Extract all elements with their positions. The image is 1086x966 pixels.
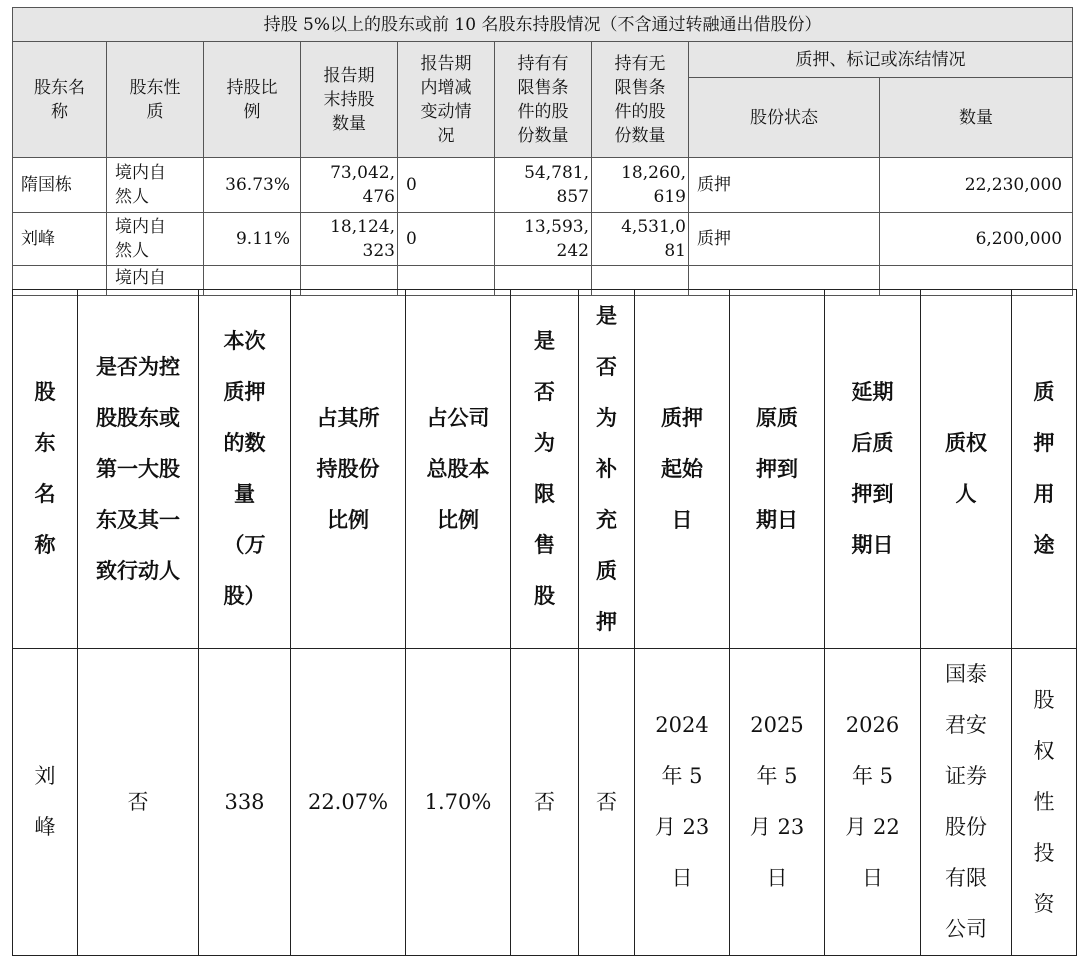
cell-pledge-start-date: 2024 年 5 月 23 日 <box>635 649 730 956</box>
cell-pct-total-capital: 1.70% <box>406 649 511 956</box>
cell-restricted-shares: 否 <box>511 649 579 956</box>
header-pledge-start-date: 质押 起始 日 <box>635 290 730 649</box>
cell-controlling-shareholder: 否 <box>78 649 199 956</box>
cell-shares: 73,042, 476 <box>301 158 398 213</box>
cell-name: 刘峰 <box>13 213 107 266</box>
cell-nature-partial: 境内自 <box>107 266 204 296</box>
header-unrestricted: 持有无 限售条 件的股 份数量 <box>592 42 689 158</box>
cell-unrestricted: 4,531,0 81 <box>592 213 689 266</box>
table-row <box>13 649 1077 956</box>
header-ratio: 持股比 例 <box>204 42 301 158</box>
cell-quantity: 22,230,000 <box>880 158 1073 213</box>
cell-restricted: 54,781, 857 <box>495 158 592 213</box>
table-row <box>13 213 1073 266</box>
cell-unrestricted: 18,260, 619 <box>592 158 689 213</box>
header-name: 股东名 称 <box>13 42 107 158</box>
cell-pledgee: 国泰 君安 证券 股份 有限 公司 <box>921 649 1012 956</box>
header-period-end-shares: 报告期 末持股 数量 <box>301 42 398 158</box>
cell-name: 隋国栋 <box>13 158 107 213</box>
header-pledge-purpose: 质 押 用 途 <box>1012 290 1077 649</box>
header-pct-total-capital: 占公司 总股本 比例 <box>406 290 511 649</box>
header-quantity: 数量 <box>880 78 1073 158</box>
cell-supplementary-pledge: 否 <box>579 649 635 956</box>
pledge-details-table <box>12 289 1077 956</box>
cell-quantity: 6,200,000 <box>880 213 1073 266</box>
header-pct-own-holdings: 占其所 持股份 比例 <box>291 290 406 649</box>
header-pledge-quantity: 本次 质押 的数 量 （万 股） <box>199 290 291 649</box>
cell-restricted: 13,593, 242 <box>495 213 592 266</box>
cell-pledge-quantity: 338 <box>199 649 291 956</box>
cell-pct-own-holdings: 22.07% <box>291 649 406 956</box>
cell-ratio: 9.11% <box>204 213 301 266</box>
header-pledge-group: 质押、标记或冻结情况 <box>689 42 1073 78</box>
cell-shareholder-name: 刘 峰 <box>13 649 78 956</box>
cell-shares: 18,124, 323 <box>301 213 398 266</box>
header-shareholder-name: 股 东 名 称 <box>13 290 78 649</box>
cell-nature: 境内自 然人 <box>107 158 204 213</box>
header-nature: 股东性 质 <box>107 42 204 158</box>
header-change: 报告期 内增减 变动情 况 <box>398 42 495 158</box>
cell-status: 质押 <box>689 213 880 266</box>
header-restricted: 持有有 限售条 件的股 份数量 <box>495 42 592 158</box>
cell-original-maturity: 2025 年 5 月 23 日 <box>730 649 825 956</box>
header-supplementary-pledge: 是 否 为 补 充 质 押 <box>579 290 635 649</box>
header-original-maturity: 原质 押到 期日 <box>730 290 825 649</box>
shareholding-table <box>12 7 1073 296</box>
header-pledgee: 质权 人 <box>921 290 1012 649</box>
cell-ratio: 36.73% <box>204 158 301 213</box>
cell-extended-maturity: 2026 年 5 月 22 日 <box>825 649 921 956</box>
table-title: 持股 5%以上的股东或前 10 名股东持股情况（不含通过转融通出借股份） <box>13 8 1073 42</box>
table-row <box>13 158 1073 213</box>
header-restricted-shares: 是 否 为 限 售 股 <box>511 290 579 649</box>
header-controlling-shareholder: 是否为控 股股东或 第一大股 东及其一 致行动人 <box>78 290 199 649</box>
cell-change: 0 <box>398 213 495 266</box>
cell-nature: 境内自 然人 <box>107 213 204 266</box>
header-share-status: 股份状态 <box>689 78 880 158</box>
header-row <box>13 290 1077 649</box>
cell-status: 质押 <box>689 158 880 213</box>
cell-change: 0 <box>398 158 495 213</box>
top-table-region <box>12 7 1072 288</box>
header-extended-maturity: 延期 后质 押到 期日 <box>825 290 921 649</box>
cell-pledge-purpose: 股 权 性 投 资 <box>1012 649 1077 956</box>
